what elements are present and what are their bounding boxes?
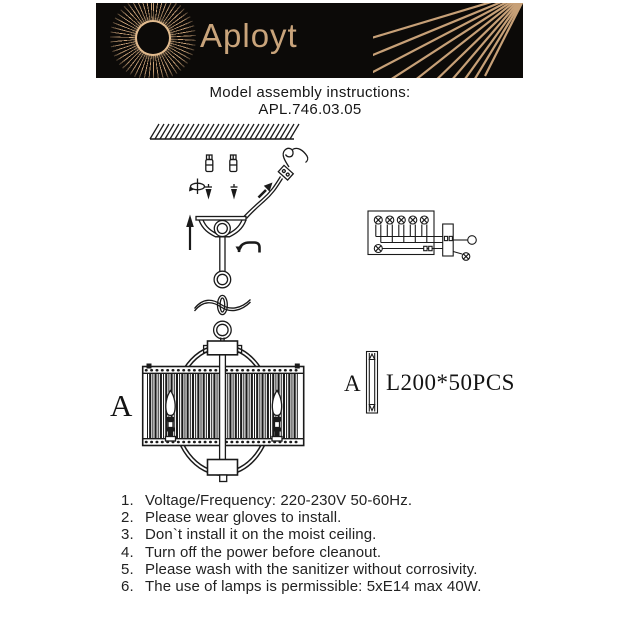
lamp-symbol	[420, 216, 428, 224]
instruction-number: 3.	[121, 526, 134, 544]
instruction-item	[121, 561, 561, 578]
wall-anchor-icon	[206, 155, 213, 172]
terminal-block	[443, 224, 454, 256]
rays-decoration-icon	[373, 3, 523, 78]
page-title: Model assembly instructions:	[209, 84, 411, 101]
ground-lamp-symbol	[462, 253, 470, 261]
instruction-text: Please wash with the sanitizer without corrosivity.	[145, 560, 478, 578]
lamp-symbol	[374, 245, 382, 253]
instruction-item	[121, 492, 561, 509]
instruction-item	[121, 509, 561, 526]
instruction-number: 6.	[121, 578, 134, 596]
assembly-diagram	[0, 118, 620, 490]
rod-spec-label: L200*50PCS	[386, 370, 515, 395]
instruction-number: 1.	[121, 492, 134, 509]
instruction-text: Turn off the power before cleanout.	[145, 543, 382, 561]
instruction-text: Voltage/Frequency: 220-230V 50-60Hz.	[145, 492, 413, 509]
instruction-text: Don`t install it on the moist ceiling.	[145, 526, 377, 544]
starburst-core	[137, 22, 169, 54]
screw-icon	[231, 184, 238, 200]
legend-marker-a: A	[344, 371, 361, 396]
hook-icon	[236, 243, 260, 253]
wall-anchor-icon	[230, 155, 237, 172]
instruction-number: 4.	[121, 543, 134, 561]
brand-logo-text: Aployt	[200, 17, 298, 54]
instruction-item	[121, 526, 561, 543]
neutral-terminal-symbol	[468, 236, 477, 245]
center-rod	[220, 355, 226, 461]
chain-drawing	[214, 271, 232, 341]
brand-banner	[96, 3, 523, 78]
top-hub	[204, 341, 242, 355]
rod-symbol-legend	[367, 352, 378, 414]
instruction-number: 5.	[121, 560, 134, 578]
lamp-symbol	[374, 216, 382, 224]
canopy-drawing	[196, 217, 246, 272]
instruction-number: 2.	[121, 509, 134, 527]
instructions-list	[121, 492, 561, 595]
power-wire-drawing	[244, 148, 308, 218]
lamp-symbol	[409, 216, 417, 224]
rotation-icon	[189, 179, 205, 195]
part-marker-a: A	[110, 388, 133, 423]
instruction-text: Please wear gloves to install.	[145, 509, 342, 527]
lamp-symbol	[386, 216, 394, 224]
wire-connector	[278, 165, 293, 180]
wiring-diagram	[368, 211, 476, 260]
model-number: APL.746.03.05	[258, 101, 362, 118]
instruction-item	[121, 578, 561, 595]
screw-icon	[205, 184, 212, 200]
instruction-item	[121, 544, 561, 561]
up-arrow-icon	[186, 215, 194, 251]
bottom-hub	[208, 460, 238, 482]
lamp-symbol	[397, 216, 405, 224]
instruction-text: The use of lamps is permissible: 5xE14 max 40W.	[145, 578, 482, 596]
ceiling-hatch	[150, 124, 299, 139]
